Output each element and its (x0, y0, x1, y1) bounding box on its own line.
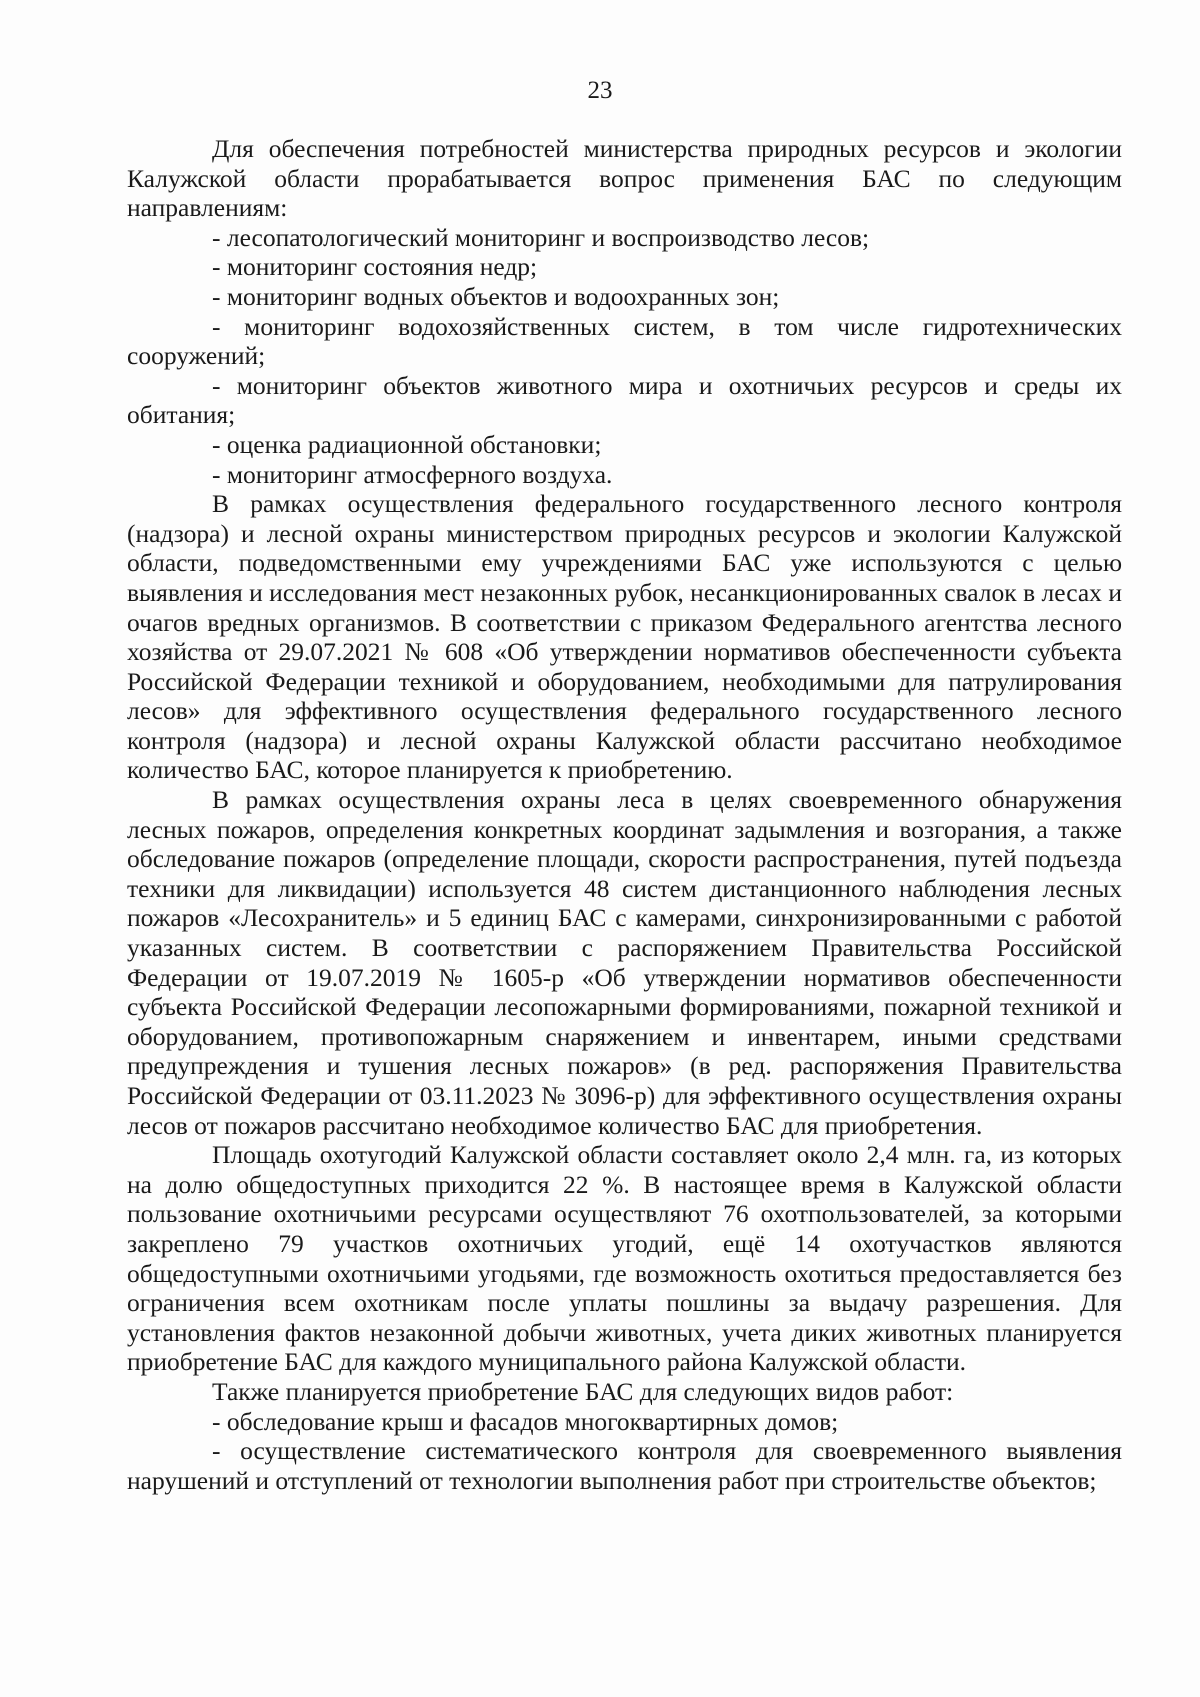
list-item-air: - мониторинг атмосферного воздуха. (212, 459, 613, 489)
list-item-forest-pathology: - лесопатологический мониторинг и воспроизводство лесов; (212, 222, 870, 252)
page-number: 23 (587, 77, 613, 104)
list-item-construction-control: - осуществление систематического контроля для своевременного выявления нарушений и отступлений от технологии выполнения работ при строительстве объектов; (127, 1436, 1122, 1495)
paragraph-fire-protection: В рамках осуществления охраны леса в целях своевременного обнаружения лесных пожаров, определения конкретных координат задымления и возгорания, а также обследование пожаров (определение площади, скорости распространения, путей подъезда техники для ликвидации) используется 48 систем дистанционного наблюдения лесных пожаров «Лесохранитель» и 5 единиц БАС с камерами, синхронизированными с работой указанных систем. В соответствии с распоряжением Правительства Российской Федерации от 19.07.2019 № 1605-р «Об утверждении нормативов обеспеченности субъекта Российской Федерации лесопожарными формированиями, пожарной техникой и оборудованием, противопожарным снаряжением и инвентарем, иными средствами предупреждения и тушения лесных пожаров» (в ред. распоряжения Правительства Российской Федерации от 03.11.2023 № 3096-р) для эффективного осуществления охраны лесов от пожаров рассчитано необходимое количество БАС для приобретения. (127, 785, 1122, 1140)
document-body (127, 134, 1122, 1495)
paragraph-intro: Для обеспечения потребностей министерства природных ресурсов и экологии Калужской области прорабатывается вопрос применения БАС по следующим направлениям: (127, 134, 1122, 223)
list-item-water-objects: - мониторинг водных объектов и водоохранных зон; (212, 281, 780, 311)
paragraph-forest-control: В рамках осуществления федерального государственного лесного контроля (надзора) и лесной охраны министерством природных ресурсов и экологии Калужской области, подведомственными ему учреждениями БАС уже используются с целью выявления и исследования мест незаконных рубок, несанкционированных свалок в лесах и очагов вредных организмов. В соответствии с приказом Федерального агентства лесного хозяйства от 29.07.2021 № 608 «Об утверждении нормативов обеспеченности субъекта Российской Федерации техникой и оборудованием, необходимыми для патрулирования лесов» для эффективного осуществления федерального государственного лесного контроля (надзора) и лесной охраны Калужской области рассчитано необходимое количество БАС, которое планируется к приобретению. (127, 489, 1122, 785)
list-item-wildlife: - мониторинг объектов животного мира и охотничьих ресурсов и среды их обитания; (127, 370, 1122, 430)
list-item-radiation: - оценка радиационной обстановки; (212, 429, 602, 459)
paragraph-hunting-grounds: Площадь охотугодий Калужской области составляет около 2,4 млн. га, из которых на долю общедоступных приходится 22 %. В настоящее время в Калужской области пользование охотничьими ресурсами осуществляют 76 охотпользователей, за которыми закреплено 79 участков охотничьих угодий, ещё 14 охотучастков являются общедоступными охотничьими угодьями, где возможность охотиться предоставляется без ограничения всем охотникам после уплаты пошлины за выдачу разрешения. Для установления фактов незаконной добычи животных, учета диких животных планируется приобретение БАС для каждого муниципального района Калужской области. (127, 1140, 1122, 1377)
list-item-roofs-facades: - обследование крыш и фасадов многоквартирных домов; (212, 1406, 839, 1436)
list-item-subsoil: - мониторинг состояния недр; (212, 252, 538, 282)
paragraph-other-works: Также планируется приобретение БАС для следующих видов работ: (212, 1376, 954, 1406)
list-item-water-systems: - мониторинг водохозяйственных систем, в том числе гидротехнических сооружений; (127, 311, 1122, 371)
